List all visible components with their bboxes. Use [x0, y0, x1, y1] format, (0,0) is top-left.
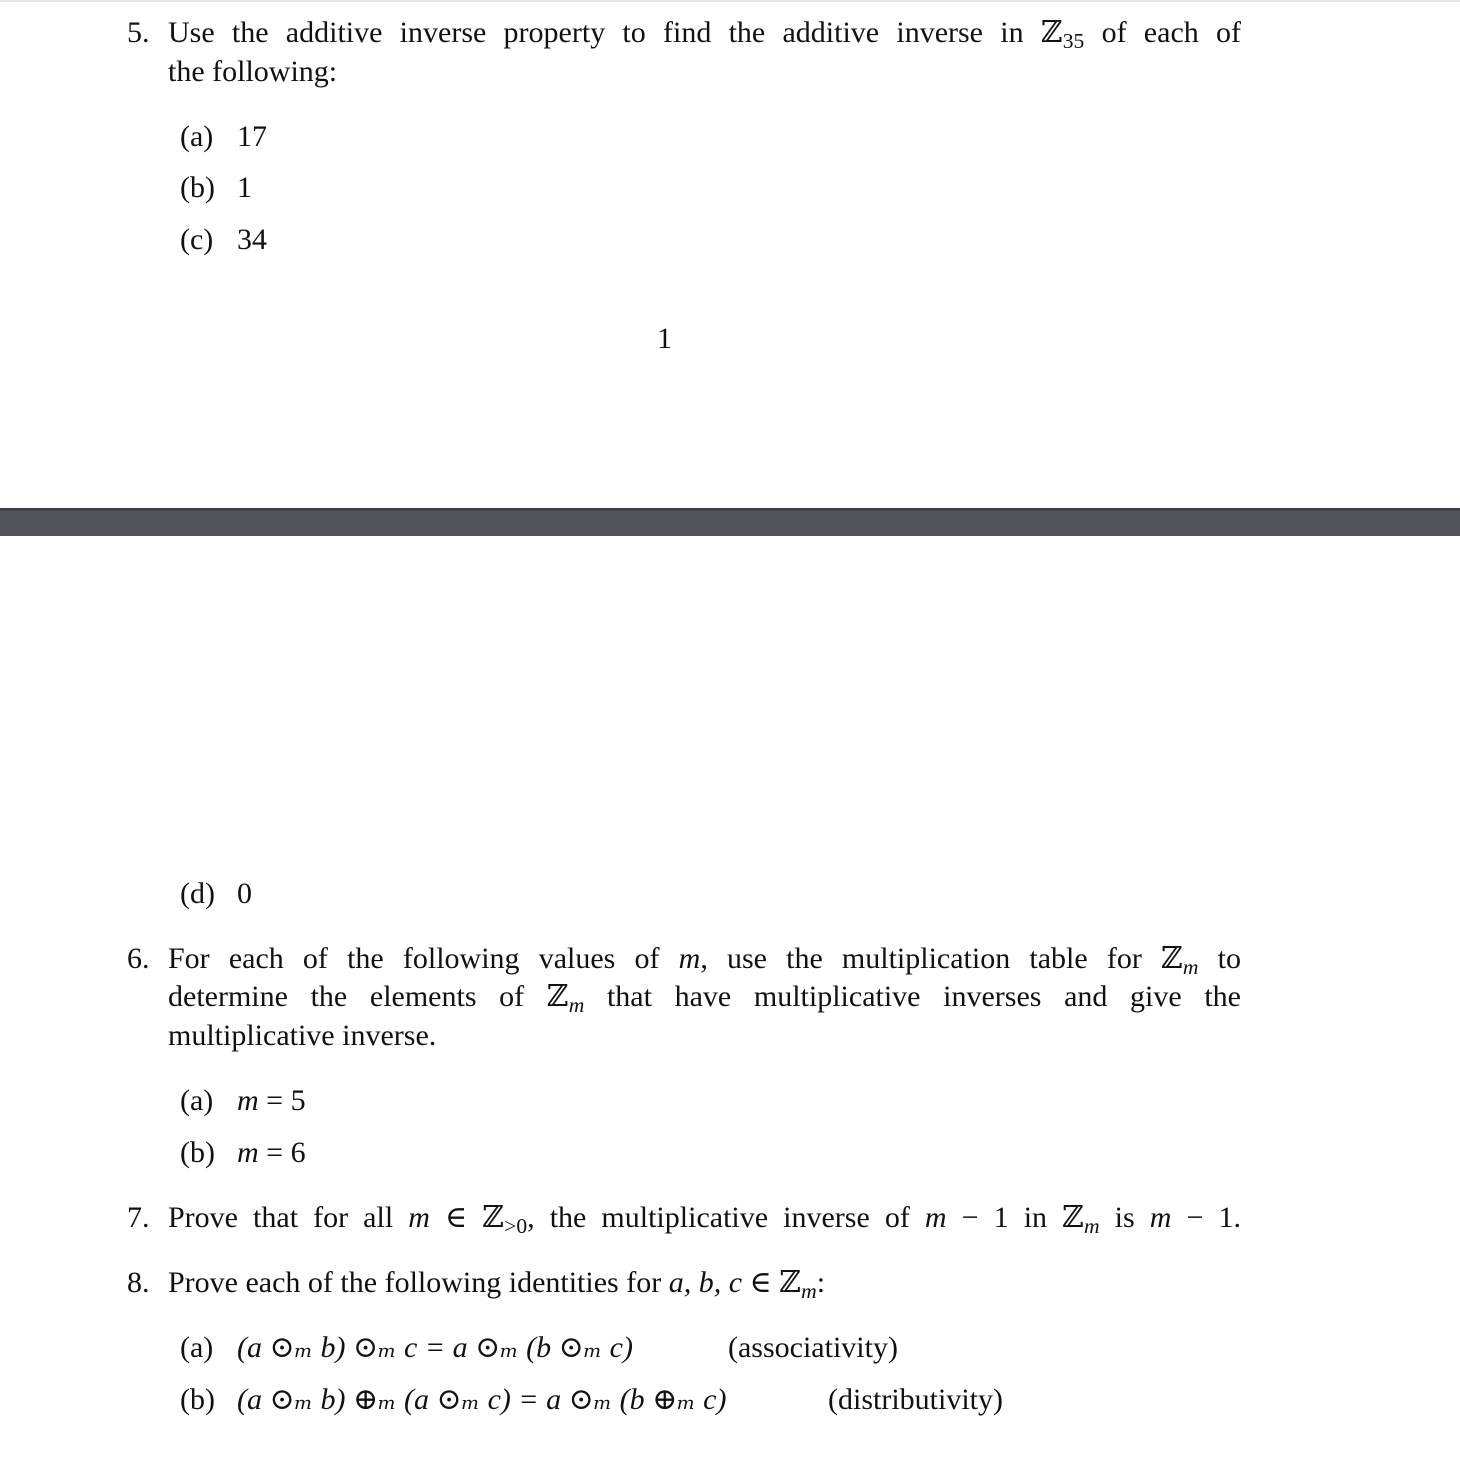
question-6-line-1: For each of the following values of m, use the multiplication table for ℤ$_m$ to: [168, 942, 1241, 980]
top-edge-line: [0, 0, 1460, 2]
question-7-text: Prove that for all m ∈ ℤ$_{>0}$, the multiplicative inverse of m − 1 in ℤ$_m$ is m − 1.: [168, 1201, 1241, 1239]
q8-item-b-formula: (a ⊙ₘ b) ⊕ₘ (a ⊙ₘ c) = a ⊙ₘ (b ⊕ₘ c): [237, 1383, 727, 1416]
q5-item-d-value: 0: [237, 877, 252, 910]
page-divider: [0, 508, 1460, 536]
q6-item-b-label: (b): [180, 1136, 215, 1169]
q6-item-a-label: (a): [180, 1084, 214, 1117]
question-8-text: Prove each of the following identities for a, b, c ∈ ℤ$_m$:: [168, 1266, 826, 1304]
q8-item-a-formula: (a ⊙ₘ b) ⊙ₘ c = a ⊙ₘ (b ⊙ₘ c): [237, 1331, 633, 1364]
question-6-number: 6.: [127, 942, 150, 975]
page-number: 1: [657, 322, 672, 355]
q8-item-b-label: (b): [180, 1383, 215, 1416]
q6-item-b-value: m = 6: [237, 1136, 306, 1169]
question-7-number: 7.: [127, 1201, 150, 1234]
q5-item-b-value: 1: [237, 171, 252, 204]
question-5-line-1: Use the additive inverse property to find the additive inverse in ℤ$_{35}$ of each of: [168, 16, 1241, 54]
q5-item-c-value: 34: [237, 223, 267, 256]
question-6-line-3: multiplicative inverse.: [168, 1019, 437, 1052]
question-8-number: 8.: [127, 1266, 150, 1299]
q5-item-d-label: (d): [180, 877, 215, 910]
q8-item-b-note: (distributivity): [828, 1383, 1003, 1416]
question-6-line-2: determine the elements of ℤ$_m$ that have multiplicative inverses and give the: [168, 980, 1242, 1018]
q5-item-a-value: 17: [237, 120, 267, 153]
q8-item-a-note: (associativity): [728, 1331, 898, 1364]
q5-item-c-label: (c): [180, 223, 214, 256]
q8-item-a-label: (a): [180, 1331, 214, 1364]
q6-item-a-value: m = 5: [237, 1084, 306, 1117]
question-5-number: 5.: [127, 16, 150, 49]
question-5-line-2: the following:: [168, 55, 338, 88]
q5-item-a-label: (a): [180, 120, 214, 153]
q5-item-b-label: (b): [180, 171, 215, 204]
